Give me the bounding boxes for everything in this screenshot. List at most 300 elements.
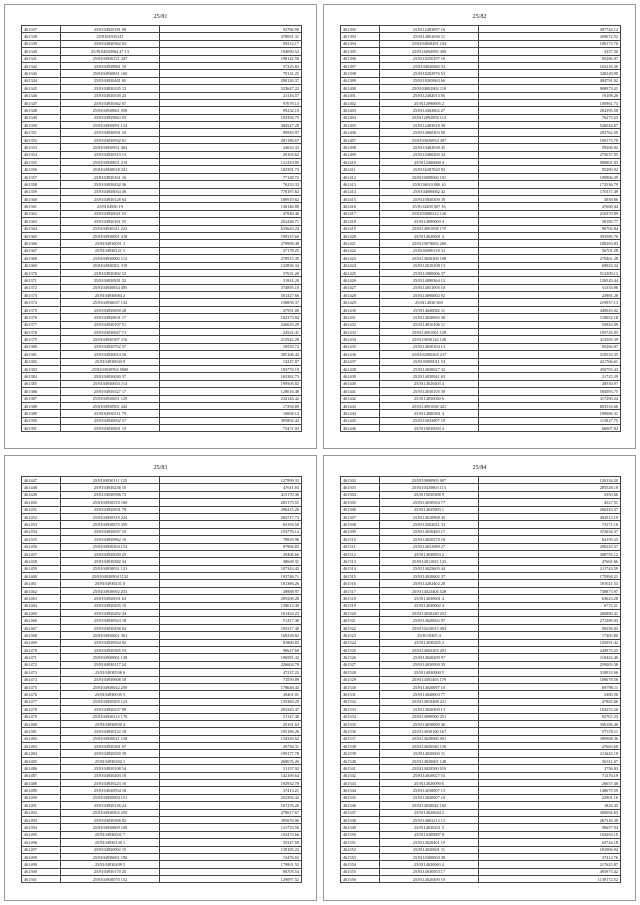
row-id-cell: 461458 [22, 558, 61, 565]
account-number-cell: 25/8110305 4 [380, 632, 479, 639]
amount-cell: 172536.79 [479, 181, 621, 188]
table-row [22, 62, 302, 69]
table-row [341, 580, 621, 587]
page-title: 25/83 [153, 465, 168, 471]
table-row [22, 365, 302, 372]
table-row [22, 861, 302, 868]
row-id-cell: 461443 [341, 402, 380, 409]
account-number-cell: 25/8114020401 19 [380, 839, 479, 846]
amount-cell: 97966.83 [160, 543, 302, 550]
table-row [341, 558, 621, 565]
account-number-cell: 25/8104930661 058 [61, 107, 160, 114]
table-row [341, 513, 621, 520]
amount-cell: 79131.25 [160, 70, 302, 77]
table-row [341, 639, 621, 646]
table-row [22, 388, 302, 395]
account-number-cell: 25/8104930231 8 [61, 580, 160, 587]
account-number-cell: 25/8104930608 18 [61, 676, 160, 683]
account-number-cell: 25/8114030105 39 [380, 388, 479, 395]
account-number-cell: 25/8114023404 528 [380, 587, 479, 594]
row-id-cell: 461340 [22, 48, 61, 55]
table-row [341, 203, 621, 210]
row-id-cell: 461378 [22, 329, 61, 336]
row-id-cell: 461504 [341, 491, 380, 498]
row-id-cell: 461353 [22, 144, 61, 151]
account-number-cell: 25/8104828291 104 [380, 40, 479, 47]
amount-cell: 51417.40 [160, 617, 302, 624]
row-id-cell: 461360 [22, 195, 61, 202]
amount-cell: 196581.42 [160, 654, 302, 661]
account-number-cell: 25/8104930831 160 [61, 70, 160, 77]
amount-cell: 63744.18 [479, 839, 621, 846]
amount-cell: 199315.60 [160, 232, 302, 239]
row-id-cell: 461461 [22, 580, 61, 587]
row-id-cell: 461404 [341, 114, 380, 121]
account-number-cell: 25/8104930212 176 [61, 713, 160, 720]
row-id-cell: 461391 [22, 425, 61, 432]
amount-cell: 83767.23 [479, 713, 621, 720]
table-row [22, 247, 302, 254]
account-number-cell: 25/8104930702 37 [61, 343, 160, 350]
account-number-cell: 25/8104930292 44 [61, 610, 160, 617]
table-row [22, 772, 302, 779]
account-number-cell: 25/8104930306 82 [61, 816, 160, 823]
table-row [22, 691, 302, 698]
table-row [22, 329, 302, 336]
account-number-cell: 25/8114200 007 16 [380, 203, 479, 210]
row-id-cell: 461375 [22, 306, 61, 313]
table-row [341, 816, 621, 823]
account-number-cell: 25/8110030300 39 [380, 195, 479, 202]
table-row [22, 92, 302, 99]
table-row [341, 232, 621, 239]
table-row [341, 358, 621, 365]
account-number-cell: 25/8104930128 64 [61, 195, 160, 202]
amount-cell: 183776.19 [160, 365, 302, 372]
account-number-cell: 25/8110410803 113 [380, 484, 479, 491]
row-id-cell: 461374 [22, 299, 61, 306]
row-id-cell: 461521 [341, 617, 380, 624]
row-id-cell: 461543 [341, 780, 380, 787]
account-number-cell: 25/8114060303 50 [380, 129, 479, 136]
account-number-cell: 25/8104930070 152 [61, 876, 160, 883]
amount-cell: 126520.44 [479, 277, 621, 284]
row-id-cell: 461470 [22, 646, 61, 653]
table-row [341, 846, 621, 853]
amount-cell: 803533.66 [479, 402, 621, 409]
account-number-cell: 25/8104930311 223 [61, 225, 160, 232]
amount-cell: 37178.25 [160, 247, 302, 254]
row-id-cell: 461481 [22, 728, 61, 735]
row-id-cell: 461498 [22, 853, 61, 860]
account-number-cell: 25/8114030027 42 [380, 365, 479, 372]
table-row [22, 144, 302, 151]
table-row [22, 587, 302, 594]
row-id-cell: 461356 [22, 166, 61, 173]
amount-cell: 397742.12 [479, 26, 621, 33]
row-id-cell: 461427 [341, 284, 380, 291]
row-id-cell: 461502 [341, 477, 380, 484]
table-row [22, 661, 302, 668]
table-row [341, 292, 621, 299]
account-number-cell: 25/8114010106 11 [380, 321, 479, 328]
account-number-cell: 25/8104930021 53 [61, 210, 160, 217]
row-id-cell: 461370 [22, 269, 61, 276]
table-row [341, 543, 621, 550]
row-id-cell: 461531 [341, 691, 380, 698]
amount-cell: 123836.34 [160, 262, 302, 269]
table-row [341, 802, 621, 809]
amount-cell: 17294.89 [160, 402, 302, 409]
row-id-cell: 461436 [341, 351, 380, 358]
row-id-cell: 461415 [341, 195, 380, 202]
row-id-cell: 461535 [341, 720, 380, 727]
table-row [341, 129, 621, 136]
account-number-cell: 25/8114020490 10 [380, 876, 479, 883]
row-id-cell: 461343 [22, 70, 61, 77]
account-number-cell: 25/8114030600 36 [380, 720, 479, 727]
table-row [341, 720, 621, 727]
row-id-cell: 461509 [341, 528, 380, 535]
amount-cell: 127999.33 [160, 477, 302, 484]
row-id-cell: 461407 [341, 136, 380, 143]
table-row [22, 159, 302, 166]
amount-cell: 318533.35 [479, 351, 621, 358]
row-id-cell: 461393 [341, 33, 380, 40]
amount-cell: 372634.37 [479, 528, 621, 535]
table-row [22, 203, 302, 210]
table-row [22, 646, 302, 653]
account-number-cell: 25/8118205063 66 [380, 77, 479, 84]
row-id-cell: 461490 [22, 794, 61, 801]
table-row [341, 122, 621, 129]
account-number-cell: 25/8104930051 3 [61, 240, 160, 247]
account-number-cell: 25/8104930631 17 [61, 314, 160, 321]
row-id-cell: 461347 [22, 99, 61, 106]
amount-cell: 129097.52 [160, 876, 302, 883]
amount-cell: 38185.77 [479, 218, 621, 225]
row-id-cell: 461435 [341, 343, 380, 350]
row-id-cell: 461488 [22, 780, 61, 787]
account-number-cell: 25/8114020602 37 [380, 573, 479, 580]
amount-cell: 128613.49 [160, 602, 302, 609]
account-number-cell: 25/8104930692 253 [61, 587, 160, 594]
row-id-cell: 461388 [22, 402, 61, 409]
table-row [22, 314, 302, 321]
amount-cell: 523647.22 [160, 85, 302, 92]
account-number-cell: 25/8114020300 108 [380, 255, 479, 262]
row-id-cell: 461472 [22, 661, 61, 668]
row-id-cell: 461339 [22, 40, 61, 47]
row-id-cell: 461337 [22, 26, 61, 33]
table-row [341, 218, 621, 225]
amount-cell: 18535.72 [160, 343, 302, 350]
row-id-cell: 461456 [22, 543, 61, 550]
amount-cell: 193394.75 [160, 114, 302, 121]
row-id-cell: 461400 [341, 85, 380, 92]
row-id-cell: 461529 [341, 676, 380, 683]
account-number-cell: 25/8104930307 116 [61, 336, 160, 343]
account-number-cell: 25/8110300087 8 [380, 831, 479, 838]
row-id-cell: 461451 [22, 506, 61, 513]
account-number-cell: 25/8104930030 37 [61, 373, 160, 380]
table-row [22, 299, 302, 306]
table-row [22, 757, 302, 764]
row-id-cell: 461414 [341, 188, 380, 195]
table-row [22, 780, 302, 787]
account-number-cell: 25/8112493097 16 [380, 26, 479, 33]
amount-cell: 110052.18 [479, 314, 621, 321]
table-row [22, 77, 302, 84]
account-number-cell: 25/8104930339 23 [61, 92, 160, 99]
row-id-cell: 461387 [22, 395, 61, 402]
account-number-cell: 25/8116010 006 10 [380, 181, 479, 188]
table-row [341, 610, 621, 617]
table-row [22, 477, 302, 484]
row-id-cell: 461537 [341, 735, 380, 742]
table-row [341, 336, 621, 343]
table-row [341, 425, 621, 432]
row-id-cell: 461548 [341, 816, 380, 823]
amount-cell: 51353.96 [479, 284, 621, 291]
row-id-cell: 461554 [341, 861, 380, 868]
account-number-cell: 25/8104930501 443 [61, 402, 160, 409]
account-number-cell: 25/8110300003 38 [380, 853, 479, 860]
table-row [341, 33, 621, 40]
account-number-cell: 25/8104930001 418 [61, 232, 160, 239]
account-number-cell: 25/8102090110 31 [380, 247, 479, 254]
account-number-cell: 25/8104930302 1 [61, 757, 160, 764]
row-id-cell: 461426 [341, 277, 380, 284]
table-row [341, 321, 621, 328]
table-row [341, 85, 621, 92]
amount-cell: 266880.41 [479, 610, 621, 617]
row-id-cell: 461425 [341, 269, 380, 276]
account-number-cell: 25/8104930931 463 [61, 144, 160, 151]
account-number-cell: 25/8104930684 2 [61, 292, 160, 299]
table-row [22, 210, 302, 217]
amount-cell: 69798.11 [479, 683, 621, 690]
amount-cell: 270617.67 [160, 809, 302, 816]
table-row [341, 240, 621, 247]
account-number-cell: 25/8104086062 42 [380, 188, 479, 195]
account-number-cell: 25/8114030503 17 [380, 868, 479, 875]
account-number-cell: 25/8104930302 259 [61, 809, 160, 816]
table-row [22, 122, 302, 129]
amount-cell: 203345.47 [160, 706, 302, 713]
amount-cell: 252394.42 [160, 794, 302, 801]
table-row [341, 343, 621, 350]
table-row [341, 26, 621, 33]
row-id-cell: 461497 [22, 846, 61, 853]
table-row [22, 816, 302, 823]
amount-cell: 404513.19 [479, 513, 621, 520]
amount-cell: 120134.20 [479, 477, 621, 484]
row-id-cell: 461410 [341, 159, 380, 166]
table-row [22, 336, 302, 343]
amount-cell: 161424.23 [160, 610, 302, 617]
account-number-cell: 25/8104930304 152 [61, 543, 160, 550]
row-id-cell: 461352 [22, 136, 61, 143]
row-id-cell: 461534 [341, 713, 380, 720]
amount-cell: 3337.30 [479, 48, 621, 55]
table-row [341, 40, 621, 47]
amount-cell: 105317.40 [160, 624, 302, 631]
row-id-cell: 461357 [22, 173, 61, 180]
row-id-cell: 461401 [341, 92, 380, 99]
amount-cell: 191006.94 [479, 846, 621, 853]
row-id-cell: 461422 [341, 247, 380, 254]
amount-cell: 193776.12 [160, 528, 302, 535]
row-id-cell: 461421 [341, 240, 380, 247]
row-id-cell: 461514 [341, 565, 380, 572]
row-id-cell: 461525 [341, 646, 380, 653]
amount-cell: 348229.98 [479, 70, 621, 77]
table-row [22, 728, 302, 735]
table-row [22, 269, 302, 276]
amount-cell: 13247.87 [160, 358, 302, 365]
account-number-cell: 25/8104930536 6 [61, 669, 160, 676]
amount-cell: 234146.42 [160, 395, 302, 402]
account-number-cell: 25/8104939663 93 [61, 114, 160, 121]
table-row [22, 26, 302, 33]
table-row [341, 195, 621, 202]
account-number-cell: 25/8104930651 129 [61, 395, 160, 402]
account-number-cell: 25/8104930031 121 [61, 565, 160, 572]
account-number-cell: 25/8104930136 24 [61, 802, 160, 809]
amount-cell: 47665.66 [479, 558, 621, 565]
row-id-cell: 461541 [341, 765, 380, 772]
row-id-cell: 461386 [22, 388, 61, 395]
table-row [341, 247, 621, 254]
table-row [341, 269, 621, 276]
account-number-cell: 25/8114040003 77 [380, 691, 479, 698]
row-id-cell: 461381 [22, 351, 61, 358]
row-id-cell: 461354 [22, 151, 61, 158]
table-row [341, 728, 621, 735]
amount-cell: 182391.73 [160, 166, 302, 173]
account-number-cell: 25/8114301403 179 [380, 676, 479, 683]
account-number-cell: 25/8104930301 319 [61, 262, 160, 269]
amount-cell: 633643.24 [160, 225, 302, 232]
amount-cell: 51147.40 [160, 713, 302, 720]
amount-cell: 182932.78 [160, 780, 302, 787]
account-number-cell: 25/8110009060 101 [380, 173, 479, 180]
table-row [22, 831, 302, 838]
amount-cell: 449043.02 [479, 306, 621, 313]
amount-cell: 393585.76 [479, 232, 621, 239]
row-id-cell: 461526 [341, 654, 380, 661]
row-id-cell: 461539 [341, 750, 380, 757]
account-number-cell: 25/8104930637 132 [61, 299, 160, 306]
account-number-cell: 25/8104930831 19 [61, 425, 160, 432]
account-number-cell: 25/8104930 19 [61, 203, 160, 210]
amount-cell: 175994.21 [479, 573, 621, 580]
amount-cell: 285528.18 [479, 484, 621, 491]
table-row [341, 365, 621, 372]
row-id-cell: 461499 [22, 861, 61, 868]
row-id-cell: 461440 [341, 380, 380, 387]
account-number-cell: 25/8104930492 52 [61, 269, 160, 276]
amount-cell: 211643.19 [479, 750, 621, 757]
amount-cell: 95286.97 [479, 55, 621, 62]
amount-cell: 135369.29 [160, 698, 302, 705]
amount-cell: 103611.53 [479, 580, 621, 587]
amount-cell: 270461.28 [479, 255, 621, 262]
account-number-cell: 25/8104930237 99 [61, 706, 160, 713]
table-row [341, 706, 621, 713]
account-number-cell: 25/8110480200 34 [380, 151, 479, 158]
row-id-cell: 461395 [341, 48, 380, 55]
amount-cell: 100961.73 [479, 99, 621, 106]
account-number-cell: 25/8104930047 10 [61, 528, 160, 535]
row-id-cell: 461489 [22, 787, 61, 794]
amount-cell: 195186.26 [160, 728, 302, 735]
account-number-cell: 25/8104930319 13 [61, 151, 160, 158]
table-row [341, 698, 621, 705]
account-number-cell: 25/8104930121 5 [61, 247, 160, 254]
row-id-cell: 461463 [22, 595, 61, 602]
row-id-cell: 461396 [341, 55, 380, 62]
amount-cell: 495973.42 [479, 868, 621, 875]
table-row [341, 646, 621, 653]
table-row [341, 861, 621, 868]
table-row [22, 624, 302, 631]
table-row [341, 388, 621, 395]
amount-cell: 80703.54 [160, 868, 302, 875]
amount-cell: 28888.97 [160, 587, 302, 594]
document-page [4, 455, 317, 901]
document-page [323, 455, 636, 901]
table-row [341, 853, 621, 860]
table-row [341, 794, 621, 801]
table-row [22, 528, 302, 535]
row-id-cell: 461516 [341, 580, 380, 587]
row-id-cell: 461549 [341, 824, 380, 831]
table-row [22, 639, 302, 646]
account-number-cell: 25/8104930209 5 [61, 861, 160, 868]
table-row [22, 573, 302, 580]
amount-cell: 3038.86 [479, 195, 621, 202]
amount-cell: 136146.88 [160, 203, 302, 210]
account-number-cell: 25/8110030033 4 [380, 425, 479, 432]
row-id-cell: 461480 [22, 720, 61, 727]
row-id-cell: 461423 [341, 255, 380, 262]
row-id-cell: 461363 [22, 218, 61, 225]
account-number-cell: 25/8114030041 65 [380, 373, 479, 380]
row-id-cell: 461552 [341, 846, 380, 853]
amount-cell: 219957.13 [479, 299, 621, 306]
amount-cell: 169238.82 [160, 632, 302, 639]
table-row [341, 62, 621, 69]
row-id-cell: 461520 [341, 610, 380, 617]
amount-cell: 216370.89 [479, 210, 621, 217]
amount-cell: 47951.00 [160, 306, 302, 313]
account-number-cell: 25/8114030007 13 [380, 787, 479, 794]
row-id-cell: 461506 [341, 506, 380, 513]
amount-cell: 267316.30 [479, 816, 621, 823]
amount-cell: 102216.30 [479, 62, 621, 69]
amount-cell: 199505.82 [160, 380, 302, 387]
account-number-cell: 25/8103000011 54 [380, 358, 479, 365]
row-id-cell: 461448 [22, 484, 61, 491]
account-number-cell: 25/8114050040 6 [380, 395, 479, 402]
row-id-cell: 461392 [341, 26, 380, 33]
table-row [22, 750, 302, 757]
amount-cell: 104293.10 [479, 831, 621, 838]
row-id-cell: 461345 [22, 85, 61, 92]
row-id-cell: 461355 [22, 159, 61, 166]
